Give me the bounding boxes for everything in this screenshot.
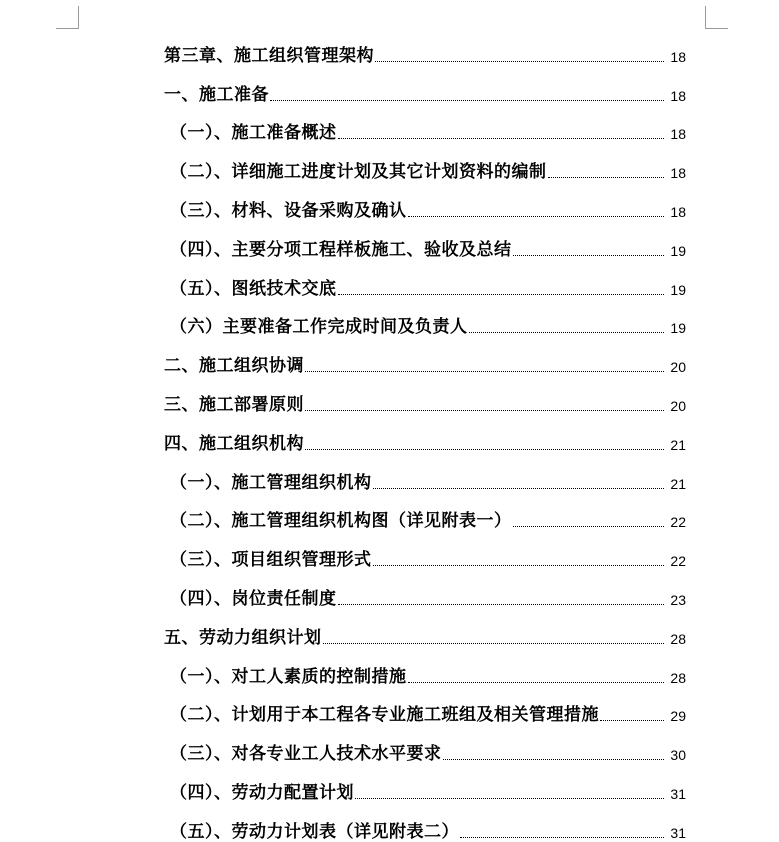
toc-page-number: 31	[670, 824, 686, 841]
toc-entry-title: 第三章、施工组织管理架构	[164, 45, 374, 66]
toc-entry[interactable]	[164, 803, 686, 842]
toc-page-number: 21	[670, 475, 686, 492]
toc-entry-title: （三）、对各专业工人技术水平要求	[170, 744, 442, 765]
toc-dot-leader	[305, 410, 664, 411]
toc-dot-leader	[513, 526, 665, 527]
toc-dot-leader	[305, 371, 664, 372]
toc-page-number: 23	[670, 591, 686, 608]
toc-entry-title: （五）、劳动力计划表（详见附表二）	[170, 821, 459, 842]
toc-page-number: 30	[670, 747, 686, 764]
toc-dot-leader	[408, 216, 665, 217]
toc-entry[interactable]	[164, 299, 686, 338]
toc-page-number: 19	[670, 281, 686, 298]
toc-entry-title: （二）、详细施工进度计划及其它计划资料的编制	[170, 162, 547, 183]
toc-entry[interactable]	[164, 66, 686, 105]
toc-entry-title: （三）、项目组织管理形式	[170, 550, 372, 571]
toc-entry[interactable]	[164, 764, 686, 803]
toc-entry[interactable]	[164, 182, 686, 221]
toc-entry-title: （四）、主要分项工程样板施工、验收及总结	[170, 239, 512, 260]
top-left-margin-mark	[56, 6, 79, 29]
toc-entry[interactable]	[164, 531, 686, 570]
toc-entry[interactable]	[164, 570, 686, 609]
toc-entry[interactable]	[164, 609, 686, 648]
toc-page-number: 18	[670, 87, 686, 104]
toc-dot-leader	[338, 138, 665, 139]
toc-entry-title: （四）、劳动力配置计划	[170, 782, 354, 803]
toc-entry[interactable]	[164, 376, 686, 415]
toc-dot-leader	[460, 837, 664, 838]
toc-page-number: 22	[670, 514, 686, 531]
toc-dot-leader	[373, 488, 665, 489]
toc-entry-title: 三、施工部署原则	[164, 394, 304, 415]
toc-page-number: 31	[670, 785, 686, 802]
toc-entry-title: （三）、材料、设备采购及确认	[170, 200, 407, 221]
toc-entry-title: （一）、施工准备概述	[170, 123, 337, 144]
toc-entry[interactable]	[164, 725, 686, 764]
toc-page-number: 28	[670, 669, 686, 686]
toc-entry-title: 二、施工组织协调	[164, 356, 304, 377]
toc-dot-leader	[305, 449, 664, 450]
toc-page-number: 20	[670, 397, 686, 414]
toc-dot-leader	[355, 798, 664, 799]
toc-entry[interactable]	[164, 415, 686, 454]
toc-page-number: 21	[670, 436, 686, 453]
toc-dot-leader	[469, 332, 665, 333]
toc-page-number: 28	[670, 630, 686, 647]
toc-entry[interactable]	[164, 687, 686, 726]
toc-dot-leader	[270, 100, 664, 101]
toc-entry-title: （一）、对工人素质的控制措施	[170, 666, 407, 687]
toc-entry[interactable]	[164, 27, 686, 66]
toc-entry-title: （二）、施工管理组织机构图（详见附表一）	[170, 511, 512, 532]
toc-page-number: 18	[670, 126, 686, 143]
toc-page-number: 19	[670, 242, 686, 259]
toc-dot-leader	[375, 61, 664, 62]
toc-entry[interactable]	[164, 454, 686, 493]
toc-page-number: 18	[670, 203, 686, 220]
toc-entry-title: （二）、计划用于本工程各专业施工班组及相关管理措施	[170, 705, 599, 726]
toc-dot-leader	[600, 720, 664, 721]
toc-entry[interactable]	[164, 260, 686, 299]
toc-page-number: 18	[670, 165, 686, 182]
toc-entry[interactable]	[164, 143, 686, 182]
toc-page-number: 18	[670, 48, 686, 65]
toc-dot-leader	[443, 759, 665, 760]
toc-entry-title: 一、施工准备	[164, 84, 269, 105]
toc-entry-title: （四）、岗位责任制度	[170, 588, 337, 609]
toc-dot-leader	[373, 565, 665, 566]
toc-dot-leader	[338, 604, 665, 605]
top-right-margin-mark	[705, 6, 728, 29]
toc-dot-leader	[513, 255, 665, 256]
toc-dot-leader	[323, 643, 665, 644]
table-of-contents	[164, 27, 686, 842]
toc-entry-title: （一）、施工管理组织机构	[170, 472, 372, 493]
toc-entry-title: 四、施工组织机构	[164, 433, 304, 454]
toc-dot-leader	[338, 294, 665, 295]
toc-entry-title: 五、劳动力组织计划	[164, 627, 322, 648]
toc-entry[interactable]	[164, 105, 686, 144]
toc-entry[interactable]	[164, 221, 686, 260]
toc-page-number: 22	[670, 553, 686, 570]
toc-page-number: 19	[670, 320, 686, 337]
toc-entry[interactable]	[164, 493, 686, 532]
toc-entry[interactable]	[164, 648, 686, 687]
toc-dot-leader	[408, 682, 665, 683]
toc-page-number: 29	[670, 708, 686, 725]
toc-entry-title: （六）主要准备工作完成时间及负责人	[170, 317, 468, 338]
toc-dot-leader	[548, 177, 665, 178]
toc-entry[interactable]	[164, 337, 686, 376]
toc-entry-title: （五）、图纸技术交底	[170, 278, 337, 299]
toc-page-number: 20	[670, 359, 686, 376]
